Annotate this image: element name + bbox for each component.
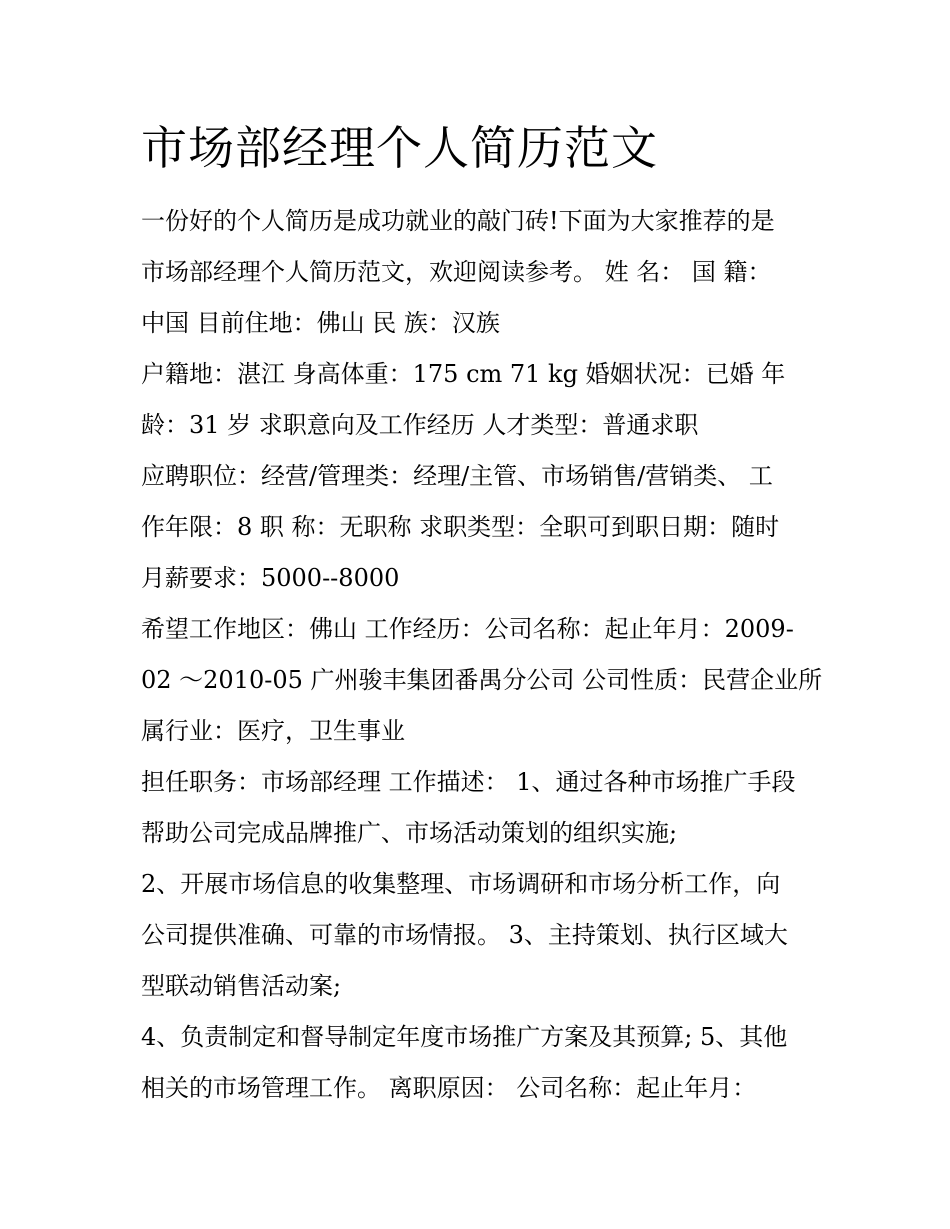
text-line: 市场部经理个人简历范文，欢迎阅读参考。 姓 名： 国 籍：	[141, 258, 772, 286]
text-line: 担任职务：市场部经理 工作描述： 1、通过各种市场推广手段	[141, 768, 796, 796]
text-line: 型联动销售活动案;	[141, 972, 342, 1000]
text-line: 公司提供准确、可靠的市场情报。 3、主持策划、执行区域大	[141, 921, 788, 949]
text-line: 龄：31 岁 求职意向及工作经历 人才类型：普通求职	[141, 411, 699, 439]
text-line: 户籍地：湛江 身高体重：175 cm 71 kg 婚姻状况：已婚 年	[141, 360, 786, 388]
text-line: 4、负责制定和督导制定年度市场推广方案及其预算; 5、其他	[141, 1023, 788, 1051]
text-line: 属行业：医疗，卫生事业	[141, 717, 405, 745]
text-line: 中国 目前住地：佛山 民 族：汉族	[141, 309, 500, 337]
page-title: 市场部经理个人简历范文	[141, 121, 658, 175]
text-line: 希望工作地区：佛山 工作经历：公司名称：起止年月：2009-	[141, 615, 794, 643]
text-line: 一份好的个人简历是成功就业的敲门砖!下面为大家推荐的是	[141, 207, 775, 235]
text-line: 帮助公司完成品牌推广、市场活动策划的组织实施;	[141, 819, 678, 847]
text-line: 相关的市场管理工作。 离职原因： 公司名称：起止年月：	[141, 1074, 757, 1102]
text-line: 应聘职位：经营/管理类：经理/主管、市场销售/营销类、 工	[141, 462, 773, 490]
text-line: 作年限：8 职 称：无职称 求职类型：全职可到职日期：随时	[141, 513, 780, 541]
text-line: 月薪要求：5000--8000	[141, 564, 400, 592]
text-line: 02 ～2010-05 广州骏丰集团番禺分公司 公司性质：民营企业所	[141, 666, 823, 694]
text-line: 2、开展市场信息的收集整理、市场调研和市场分析工作，向	[141, 870, 781, 898]
document-body	[141, 196, 841, 1114]
